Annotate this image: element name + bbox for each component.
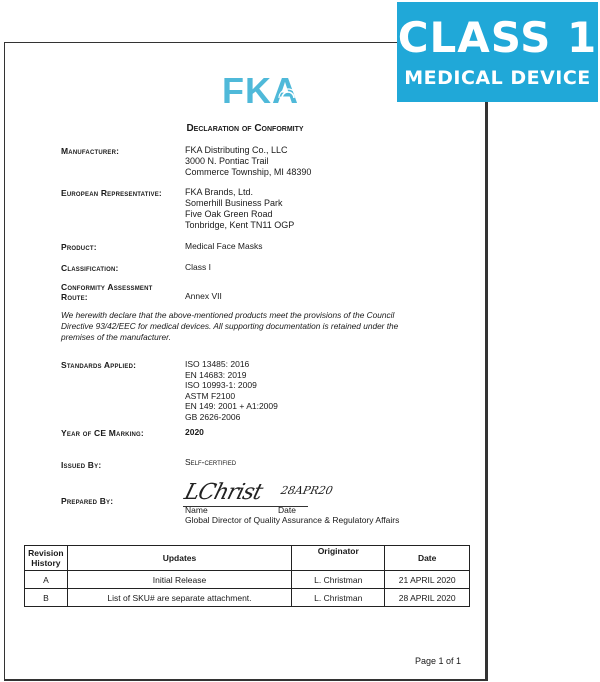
badge-line-1: CLASS 1 [397,13,598,62]
representative-value [185,187,294,231]
standard-item: ASTM F2100 [185,390,236,401]
route-label-line1: Conformity Assessment [61,282,153,292]
representative-line: Five Oak Green Road [185,209,273,219]
signature-date: 28APR20 [279,484,335,497]
issued-by-label: Issued By: [61,460,102,470]
standards-list [185,359,278,422]
logo-text: FKA [222,70,299,111]
class-1-badge [397,2,598,102]
revision-header [25,546,68,571]
route-value: Annex VII [185,291,222,301]
representative-line: Somerhill Business Park [185,198,283,208]
ce-year-label: Year of CE Marking: [61,428,144,438]
fka-logo [222,72,302,110]
manufacturer-value [185,145,311,178]
date-cell: 21 APRIL 2020 [385,571,470,589]
originator-header: Originator [292,546,385,571]
classification-value: Class I [185,262,211,272]
update-cell: List of SKU# are separate attachment. [67,589,291,607]
originator-cell: L. Christman [292,571,385,589]
classification-label: Classification: [61,263,119,273]
originator-cell: L. Christman [292,589,385,607]
manufacturer-line: Commerce Township, MI 48390 [185,167,312,177]
date-caption: Date [278,505,296,515]
document-title: Declaration of Conformity [186,123,304,134]
preparer-role: Global Director of Quality Assurance & Regulatory Affairs [185,515,400,525]
table-row [25,571,470,589]
standard-item: GB 2626-2006 [185,411,241,422]
product-label: Product: [61,242,97,252]
table-header-row [25,546,470,571]
standard-item: ISO 10993-1: 2009 [185,380,257,390]
rev-cell: A [25,571,68,589]
ce-year-value: 2020 [185,427,204,437]
update-cell: Initial Release [67,571,291,589]
revision-header-line: Revision [28,548,64,558]
representative-line: Tonbridge, Kent TN11 OGP [185,220,295,230]
revision-history-table [24,545,470,607]
table-row [25,589,470,607]
handwritten-signature [183,478,363,508]
manufacturer-line: 3000 N. Pontiac Trail [185,156,269,166]
page-number: Page 1 of 1 [415,656,462,666]
route-label-line2: Route: [61,292,88,302]
name-caption: Name [185,505,208,515]
badge-line-2: MEDICAL DEVICE [404,67,591,89]
standards-label: Standards Applied: [61,360,137,370]
rev-cell: B [25,589,68,607]
manufacturer-line: FKA Distributing Co., LLC [185,145,288,155]
updates-header: Updates [67,546,291,571]
revision-header-line: History [31,558,61,568]
prepared-by-label: Prepared By: [61,496,114,506]
product-value: Medical Face Masks [185,241,263,251]
representative-label: European Representative: [61,188,162,198]
date-header: Date [385,546,470,571]
standard-item: ISO 13485: 2016 [185,359,250,369]
date-cell: 28 APRIL 2020 [385,589,470,607]
standard-item: EN 149: 2001 + A1:2009 [185,401,278,411]
signature-caption [185,505,399,525]
manufacturer-label: Manufacturer: [61,146,120,156]
signature-name: LChrist [181,480,265,505]
signal-arcs-icon [273,76,303,108]
standard-item: EN 14683: 2019 [185,369,247,380]
declaration-text: We herewith declare that the above-mentioned products meet the provisions of the Council Directive 93/42/EEC for medical devices. All supporting documentation is retained under the premises of the manufacturer. [61,310,399,342]
representative-line: FKA Brands, Ltd. [185,187,254,197]
issued-by-value: Self-certified [185,457,237,467]
